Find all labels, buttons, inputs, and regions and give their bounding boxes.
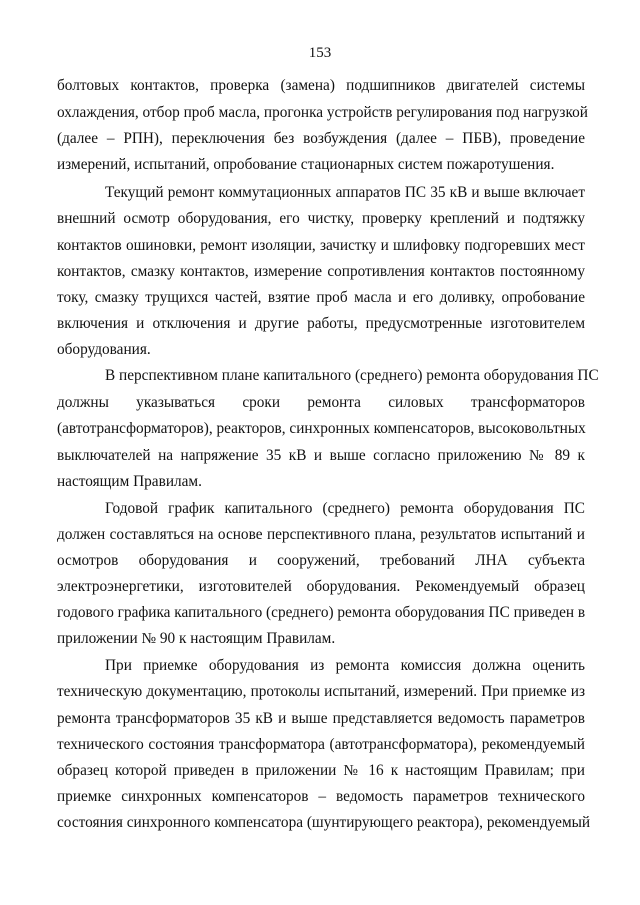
text-line: оборудования. bbox=[57, 341, 151, 358]
text-line: годового графика капитального (среднего) ремонта оборудования ПС приведен в bbox=[57, 604, 586, 621]
paragraph-first-line: Годовой график капитального (среднего) ремонта оборудования ПС bbox=[105, 500, 585, 517]
text-line: должны указываться сроки ремонта силовых трансформаторов bbox=[57, 394, 585, 411]
text-line: осмотров оборудования и сооружений, требований ЛНА субъекта bbox=[57, 552, 585, 569]
text-line: измерений, испытаний, опробование стационарных систем пожаротушения. bbox=[57, 156, 555, 173]
text-line: (автотрансформаторов), реакторов, синхронных компенсаторов, высоковольтных bbox=[57, 420, 586, 437]
paragraph-first-line: В перспективном плане капитального (среднего) ремонта оборудования ПС bbox=[105, 367, 599, 384]
text-line: включения и отключения и другие работы, предусмотренные изготовителем bbox=[57, 315, 585, 332]
text-line: технического состояния трансформатора (автотрансформатора), рекомендуемый bbox=[57, 736, 585, 753]
paragraph-first-line: При приемке оборудования из ремонта комиссия должна оценить bbox=[105, 657, 585, 674]
page-number: 153 bbox=[308, 45, 332, 61]
text-line: ремонта трансформаторов 35 кВ и выше представляется ведомость параметров bbox=[57, 710, 585, 727]
text-line: приложении № 90 к настоящим Правилам. bbox=[57, 630, 336, 647]
text-line: должен составляться на основе перспективного плана, результатов испытаний и bbox=[57, 526, 585, 543]
text-line: току, смазку трущихся частей, взятие проб масла и его доливку, опробование bbox=[57, 289, 585, 306]
text-line: образец которой приведен в приложении № 16 к настоящим Правилам; при bbox=[57, 762, 585, 779]
text-line: электроэнергетики, изготовителей оборудования. Рекомендуемый образец bbox=[57, 578, 585, 595]
text-line: настоящим Правилам. bbox=[57, 473, 202, 490]
text-line: болтовых контактов, проверка (замена) подшипников двигателей системы bbox=[57, 77, 585, 94]
text-line: техническую документацию, протоколы испытаний, измерений. При приемке из bbox=[57, 683, 585, 700]
paragraph-first-line: Текущий ремонт коммутационных аппаратов ПС 35 кВ и выше включает bbox=[105, 184, 585, 201]
text-line: состояния синхронного компенсатора (шунтирующего реактора), рекомендуемый bbox=[57, 814, 591, 831]
text-line: контактов, смазку контактов, измерение сопротивления контактов постоянному bbox=[57, 263, 585, 280]
text-line: внешний осмотр оборудования, его чистку, проверку креплений и подтяжку bbox=[57, 210, 585, 227]
text-line: приемке синхронных компенсаторов – ведомость параметров технического bbox=[57, 788, 585, 805]
text-line: (далее – РПН), переключения без возбуждения (далее – ПБВ), проведение bbox=[57, 130, 585, 147]
text-line: охлаждения, отбор проб масла, прогонка устройств регулирования под нагрузкой bbox=[57, 104, 588, 121]
text-line: контактов ошиновки, ремонт изоляции, зачистку и шлифовку подгоревших мест bbox=[57, 237, 585, 254]
text-line: выключателей на напряжение 35 кВ и выше согласно приложению № 89 к bbox=[57, 447, 585, 464]
